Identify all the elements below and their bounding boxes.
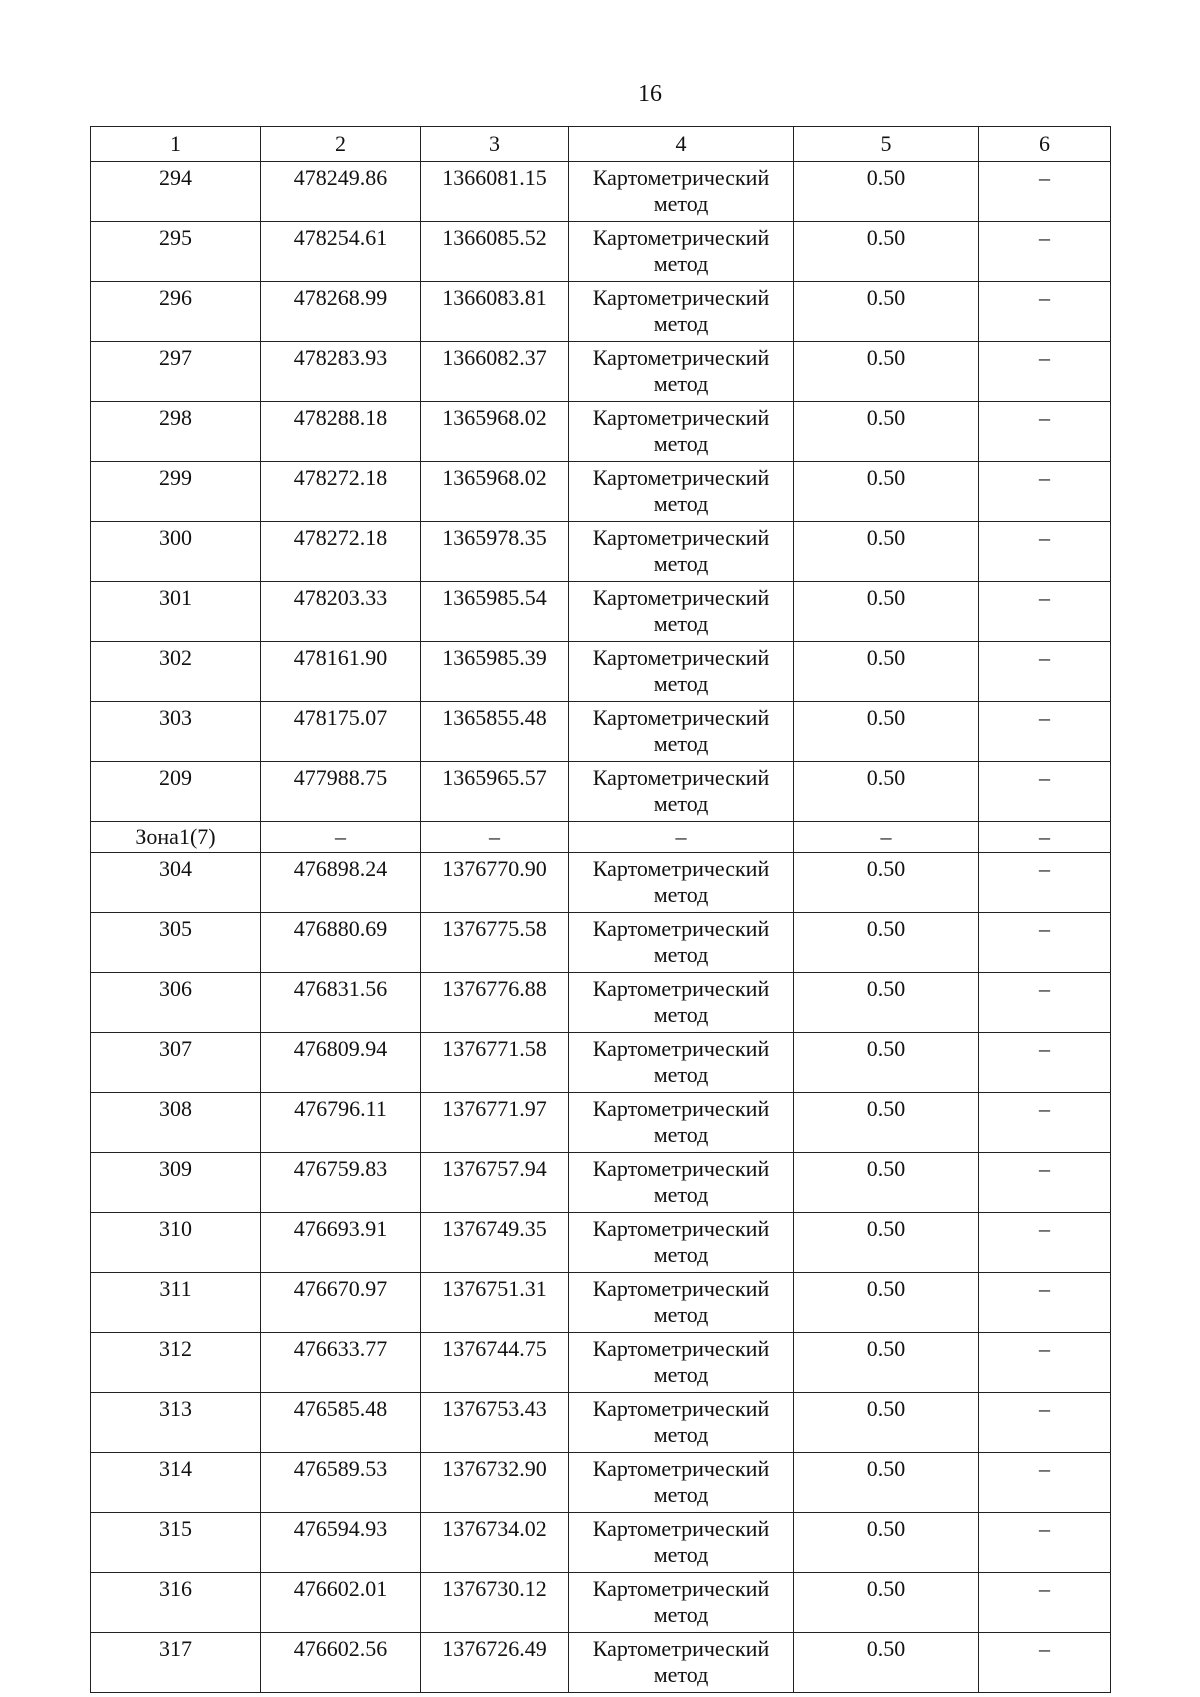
method-line-1: Картометрический xyxy=(592,1516,770,1541)
method-cell xyxy=(569,702,794,762)
point-number-cell: 301 xyxy=(91,582,261,642)
table-header-row xyxy=(91,127,1111,162)
accuracy-cell: 0.50 xyxy=(794,702,979,762)
note-cell: – xyxy=(979,1393,1111,1453)
table-row xyxy=(91,462,1111,522)
method-line-1: Картометрический xyxy=(592,345,770,370)
point-number-cell: 304 xyxy=(91,853,261,913)
method-cell xyxy=(569,1273,794,1333)
y-coordinate-cell: 1365985.54 xyxy=(421,582,569,642)
y-coordinate-cell: 1376770.90 xyxy=(421,853,569,913)
x-coordinate-cell: 477988.75 xyxy=(261,762,421,822)
method-line-2: метод xyxy=(653,491,709,516)
table-row xyxy=(91,1153,1111,1213)
method-cell xyxy=(569,402,794,462)
accuracy-cell: 0.50 xyxy=(794,1153,979,1213)
method-line-2: метод xyxy=(653,311,709,336)
method-line-1: Картометрический xyxy=(592,585,770,610)
point-number-cell: 303 xyxy=(91,702,261,762)
x-coordinate-cell: 476759.83 xyxy=(261,1153,421,1213)
accuracy-cell: 0.50 xyxy=(794,913,979,973)
point-number-cell: 308 xyxy=(91,1093,261,1153)
table-body xyxy=(91,162,1111,1693)
method-line-2: метод xyxy=(653,1542,709,1567)
x-coordinate-cell: 476602.56 xyxy=(261,1633,421,1693)
x-coordinate-cell: 476602.01 xyxy=(261,1573,421,1633)
y-coordinate-cell: 1376771.97 xyxy=(421,1093,569,1153)
y-coordinate-cell: 1365985.39 xyxy=(421,642,569,702)
x-coordinate-cell: 476594.93 xyxy=(261,1513,421,1573)
method-line-2: метод xyxy=(653,431,709,456)
table-row xyxy=(91,702,1111,762)
accuracy-cell: 0.50 xyxy=(794,853,979,913)
column-header-3: 3 xyxy=(421,127,569,162)
coordinates-table xyxy=(90,126,1111,1693)
x-coordinate-cell: 476898.24 xyxy=(261,853,421,913)
method-line-1: Картометрический xyxy=(592,1636,770,1661)
method-line-1: Картометрический xyxy=(592,525,770,550)
accuracy-cell: 0.50 xyxy=(794,162,979,222)
method-cell xyxy=(569,642,794,702)
point-number-cell: 305 xyxy=(91,913,261,973)
method-cell xyxy=(569,1213,794,1273)
table-row xyxy=(91,582,1111,642)
note-cell: – xyxy=(979,1513,1111,1573)
point-number-cell: 297 xyxy=(91,342,261,402)
method-line-1: Картометрический xyxy=(592,1276,770,1301)
accuracy-cell: 0.50 xyxy=(794,642,979,702)
x-coordinate-cell: 478283.93 xyxy=(261,342,421,402)
method-line-2: метод xyxy=(653,1302,709,1327)
table-row xyxy=(91,1633,1111,1693)
y-coordinate-cell: 1366085.52 xyxy=(421,222,569,282)
x-coordinate-cell: 476589.53 xyxy=(261,1453,421,1513)
column-header-5: 5 xyxy=(794,127,979,162)
y-coordinate-cell: 1376732.90 xyxy=(421,1453,569,1513)
method-line-2: метод xyxy=(653,1122,709,1147)
table-row xyxy=(91,1093,1111,1153)
accuracy-cell: 0.50 xyxy=(794,1453,979,1513)
method-line-1: Картометрический xyxy=(592,765,770,790)
method-line-2: метод xyxy=(653,731,709,756)
method-line-2: метод xyxy=(653,1242,709,1267)
table-row xyxy=(91,1513,1111,1573)
table-row xyxy=(91,1273,1111,1333)
method-line-1: Картометрический xyxy=(592,916,770,941)
y-coordinate-cell: 1365965.57 xyxy=(421,762,569,822)
zone-note-cell: – xyxy=(979,822,1111,853)
note-cell: – xyxy=(979,973,1111,1033)
zone-header-row xyxy=(91,822,1111,853)
y-coordinate-cell: 1365978.35 xyxy=(421,522,569,582)
point-number-cell: 312 xyxy=(91,1333,261,1393)
method-line-2: метод xyxy=(653,791,709,816)
y-coordinate-cell: 1365968.02 xyxy=(421,402,569,462)
method-cell xyxy=(569,1513,794,1573)
method-line-2: метод xyxy=(653,1662,709,1687)
point-number-cell: 307 xyxy=(91,1033,261,1093)
method-line-2: метод xyxy=(653,1422,709,1447)
point-number-cell: 311 xyxy=(91,1273,261,1333)
note-cell: – xyxy=(979,582,1111,642)
accuracy-cell: 0.50 xyxy=(794,762,979,822)
x-coordinate-cell: 476809.94 xyxy=(261,1033,421,1093)
method-cell xyxy=(569,1633,794,1693)
accuracy-cell: 0.50 xyxy=(794,1333,979,1393)
point-number-cell: 313 xyxy=(91,1393,261,1453)
x-coordinate-cell: 478203.33 xyxy=(261,582,421,642)
x-coordinate-cell: 478254.61 xyxy=(261,222,421,282)
table-row xyxy=(91,162,1111,222)
method-line-1: Картометрический xyxy=(592,225,770,250)
y-coordinate-cell: 1376753.43 xyxy=(421,1393,569,1453)
accuracy-cell: 0.50 xyxy=(794,1033,979,1093)
method-line-1: Картометрический xyxy=(592,165,770,190)
y-coordinate-cell: 1376775.58 xyxy=(421,913,569,973)
zone-y-cell: – xyxy=(421,822,569,853)
note-cell: – xyxy=(979,282,1111,342)
note-cell: – xyxy=(979,702,1111,762)
method-line-2: метод xyxy=(653,1482,709,1507)
y-coordinate-cell: 1376749.35 xyxy=(421,1213,569,1273)
point-number-cell: 299 xyxy=(91,462,261,522)
accuracy-cell: 0.50 xyxy=(794,973,979,1033)
method-cell xyxy=(569,222,794,282)
point-number-cell: 310 xyxy=(91,1213,261,1273)
note-cell: – xyxy=(979,913,1111,973)
method-line-1: Картометрический xyxy=(592,1576,770,1601)
method-line-1: Картометрический xyxy=(592,1156,770,1181)
table-row xyxy=(91,1453,1111,1513)
method-line-1: Картометрический xyxy=(592,1396,770,1421)
table-row xyxy=(91,282,1111,342)
y-coordinate-cell: 1376751.31 xyxy=(421,1273,569,1333)
y-coordinate-cell: 1365968.02 xyxy=(421,462,569,522)
method-cell xyxy=(569,342,794,402)
point-number-cell: 314 xyxy=(91,1453,261,1513)
method-cell xyxy=(569,162,794,222)
note-cell: – xyxy=(979,1573,1111,1633)
method-cell xyxy=(569,1573,794,1633)
point-number-cell: 316 xyxy=(91,1573,261,1633)
point-number-cell: 209 xyxy=(91,762,261,822)
method-line-2: метод xyxy=(653,251,709,276)
note-cell: – xyxy=(979,522,1111,582)
accuracy-cell: 0.50 xyxy=(794,1513,979,1573)
method-cell xyxy=(569,853,794,913)
x-coordinate-cell: 478272.18 xyxy=(261,462,421,522)
point-number-cell: 294 xyxy=(91,162,261,222)
method-line-1: Картометрический xyxy=(592,1096,770,1121)
method-line-2: метод xyxy=(653,1062,709,1087)
column-header-2: 2 xyxy=(261,127,421,162)
note-cell: – xyxy=(979,1453,1111,1513)
point-number-cell: 309 xyxy=(91,1153,261,1213)
method-cell xyxy=(569,913,794,973)
accuracy-cell: 0.50 xyxy=(794,1213,979,1273)
zone-method-cell: – xyxy=(569,822,794,853)
note-cell: – xyxy=(979,402,1111,462)
method-line-2: метод xyxy=(653,942,709,967)
point-number-cell: 302 xyxy=(91,642,261,702)
zone-x-cell: – xyxy=(261,822,421,853)
accuracy-cell: 0.50 xyxy=(794,582,979,642)
accuracy-cell: 0.50 xyxy=(794,1093,979,1153)
y-coordinate-cell: 1376734.02 xyxy=(421,1513,569,1573)
x-coordinate-cell: 476693.91 xyxy=(261,1213,421,1273)
method-cell xyxy=(569,462,794,522)
method-line-2: метод xyxy=(653,671,709,696)
x-coordinate-cell: 476585.48 xyxy=(261,1393,421,1453)
y-coordinate-cell: 1365855.48 xyxy=(421,702,569,762)
y-coordinate-cell: 1376776.88 xyxy=(421,973,569,1033)
method-cell xyxy=(569,762,794,822)
table-row xyxy=(91,342,1111,402)
table-row xyxy=(91,1573,1111,1633)
column-header-4: 4 xyxy=(569,127,794,162)
x-coordinate-cell: 478272.18 xyxy=(261,522,421,582)
table-row xyxy=(91,973,1111,1033)
method-cell xyxy=(569,1153,794,1213)
accuracy-cell: 0.50 xyxy=(794,342,979,402)
method-line-1: Картометрический xyxy=(592,645,770,670)
method-cell xyxy=(569,1033,794,1093)
note-cell: – xyxy=(979,1033,1111,1093)
table-row xyxy=(91,762,1111,822)
method-line-1: Картометрический xyxy=(592,856,770,881)
accuracy-cell: 0.50 xyxy=(794,1273,979,1333)
x-coordinate-cell: 478161.90 xyxy=(261,642,421,702)
accuracy-cell: 0.50 xyxy=(794,1393,979,1453)
method-cell xyxy=(569,1393,794,1453)
accuracy-cell: 0.50 xyxy=(794,1633,979,1693)
point-number-cell: 306 xyxy=(91,973,261,1033)
method-cell xyxy=(569,1453,794,1513)
table-row xyxy=(91,1033,1111,1093)
note-cell: – xyxy=(979,1093,1111,1153)
method-line-2: метод xyxy=(653,371,709,396)
method-line-1: Картометрический xyxy=(592,1036,770,1061)
x-coordinate-cell: 476633.77 xyxy=(261,1333,421,1393)
x-coordinate-cell: 476880.69 xyxy=(261,913,421,973)
method-line-1: Картометрический xyxy=(592,1216,770,1241)
table-row xyxy=(91,222,1111,282)
method-line-1: Картометрический xyxy=(592,285,770,310)
x-coordinate-cell: 476831.56 xyxy=(261,973,421,1033)
method-cell xyxy=(569,522,794,582)
accuracy-cell: 0.50 xyxy=(794,282,979,342)
method-line-1: Картометрический xyxy=(592,1456,770,1481)
note-cell: – xyxy=(979,762,1111,822)
method-line-1: Картометрический xyxy=(592,976,770,1001)
point-number-cell: 317 xyxy=(91,1633,261,1693)
note-cell: – xyxy=(979,1153,1111,1213)
method-line-2: метод xyxy=(653,882,709,907)
table-row xyxy=(91,1213,1111,1273)
method-line-2: метод xyxy=(653,551,709,576)
y-coordinate-cell: 1376730.12 xyxy=(421,1573,569,1633)
accuracy-cell: 0.50 xyxy=(794,522,979,582)
y-coordinate-cell: 1376757.94 xyxy=(421,1153,569,1213)
table-row xyxy=(91,853,1111,913)
method-line-2: метод xyxy=(653,611,709,636)
point-number-cell: 315 xyxy=(91,1513,261,1573)
accuracy-cell: 0.50 xyxy=(794,1573,979,1633)
x-coordinate-cell: 478249.86 xyxy=(261,162,421,222)
note-cell: – xyxy=(979,853,1111,913)
table-row xyxy=(91,1333,1111,1393)
y-coordinate-cell: 1366083.81 xyxy=(421,282,569,342)
method-line-1: Картометрический xyxy=(592,705,770,730)
method-line-2: метод xyxy=(653,1002,709,1027)
note-cell: – xyxy=(979,222,1111,282)
method-cell xyxy=(569,1093,794,1153)
accuracy-cell: 0.50 xyxy=(794,462,979,522)
y-coordinate-cell: 1366081.15 xyxy=(421,162,569,222)
point-number-cell: 298 xyxy=(91,402,261,462)
x-coordinate-cell: 478175.07 xyxy=(261,702,421,762)
point-number-cell: 295 xyxy=(91,222,261,282)
y-coordinate-cell: 1376726.49 xyxy=(421,1633,569,1693)
x-coordinate-cell: 478268.99 xyxy=(261,282,421,342)
method-line-2: метод xyxy=(653,1362,709,1387)
note-cell: – xyxy=(979,1213,1111,1273)
page-number: 16 xyxy=(638,81,662,107)
method-line-2: метод xyxy=(653,191,709,216)
y-coordinate-cell: 1376771.58 xyxy=(421,1033,569,1093)
accuracy-cell: 0.50 xyxy=(794,402,979,462)
method-line-2: метод xyxy=(653,1602,709,1627)
y-coordinate-cell: 1366082.37 xyxy=(421,342,569,402)
table-row xyxy=(91,402,1111,462)
method-line-1: Картометрический xyxy=(592,465,770,490)
accuracy-cell: 0.50 xyxy=(794,222,979,282)
method-cell xyxy=(569,582,794,642)
method-cell xyxy=(569,1333,794,1393)
note-cell: – xyxy=(979,642,1111,702)
table-row xyxy=(91,642,1111,702)
x-coordinate-cell: 476670.97 xyxy=(261,1273,421,1333)
column-header-1: 1 xyxy=(91,127,261,162)
zone-accuracy-cell: – xyxy=(794,822,979,853)
note-cell: – xyxy=(979,1333,1111,1393)
table-row xyxy=(91,1393,1111,1453)
note-cell: – xyxy=(979,1633,1111,1693)
method-line-1: Картометрический xyxy=(592,1336,770,1361)
note-cell: – xyxy=(979,342,1111,402)
note-cell: – xyxy=(979,462,1111,522)
x-coordinate-cell: 476796.11 xyxy=(261,1093,421,1153)
point-number-cell: 296 xyxy=(91,282,261,342)
method-line-2: метод xyxy=(653,1182,709,1207)
method-line-1: Картометрический xyxy=(592,405,770,430)
column-header-6: 6 xyxy=(979,127,1111,162)
point-number-cell: 300 xyxy=(91,522,261,582)
note-cell: – xyxy=(979,162,1111,222)
x-coordinate-cell: 478288.18 xyxy=(261,402,421,462)
method-cell xyxy=(569,282,794,342)
note-cell: – xyxy=(979,1273,1111,1333)
method-cell xyxy=(569,973,794,1033)
table-row xyxy=(91,913,1111,973)
table-row xyxy=(91,522,1111,582)
zone-label-cell: Зона1(7) xyxy=(91,822,261,853)
y-coordinate-cell: 1376744.75 xyxy=(421,1333,569,1393)
